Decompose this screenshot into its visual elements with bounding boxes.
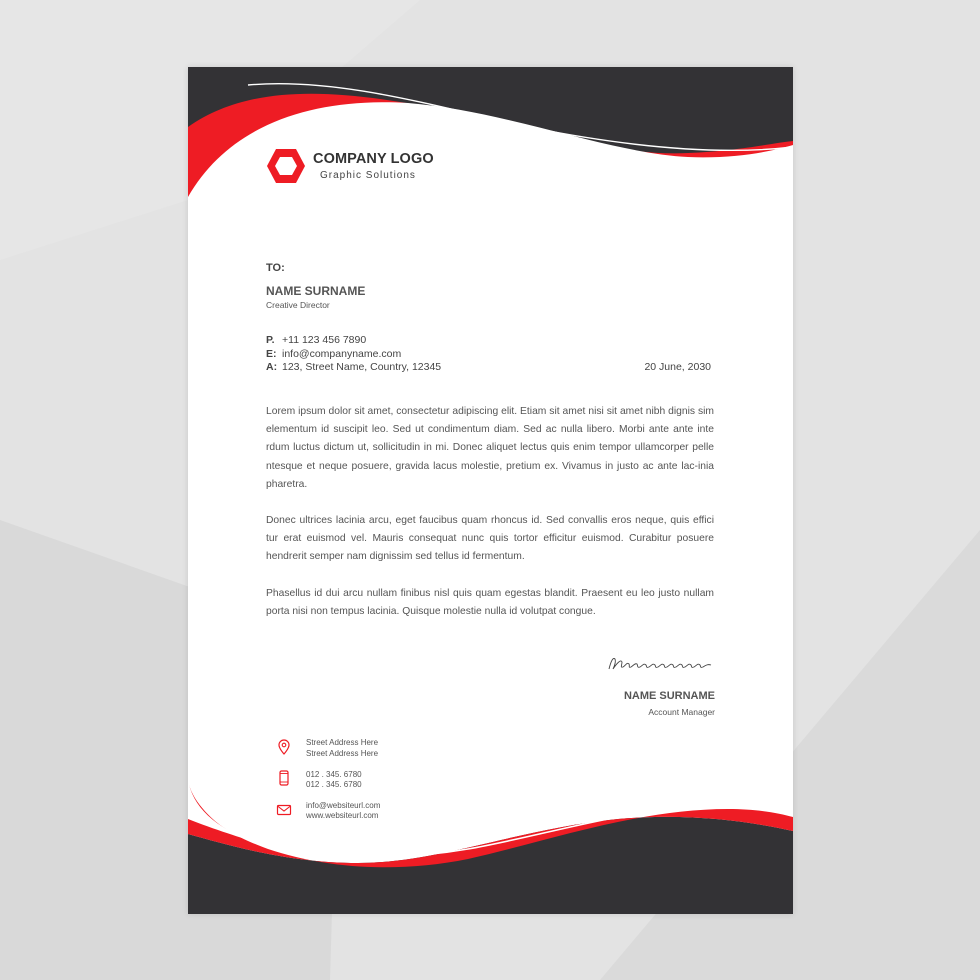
signer-title: Account Manager bbox=[648, 707, 715, 717]
footer-phone-line-2: 012 . 345. 6780 bbox=[306, 780, 362, 789]
body-paragraph-3: Phasellus id dui arcu nullam finibus nisl quis quam egestas blandit. Praesent eu leo justo nullam porta nisi non tempus lacinia. Quisque molestie nulla id volutpat congue. bbox=[266, 588, 714, 618]
logo-title: COMPANY LOGO bbox=[313, 150, 434, 167]
letter-date: 20 June, 2030 bbox=[644, 361, 711, 373]
footer-phone-line-1: 012 . 345. 6780 bbox=[306, 770, 362, 779]
body-paragraph-1: Lorem ipsum dolor sit amet, consectetur adipiscing elit. Etiam sit amet nisi sit amet nibh dignis sim elementum id suscipit leo. Sed ut condimentum diam. Sed ac nulla libero. Morbi ante ante inte rdum luctus dictum ut, sollicitudin in mi. Donec aliquet lectus quis enim tempor ullamcorper pelle ntesque et neque posuere, gravida lacus molestie, pretium ex. Vivamus in justo ac ante lac-inia pharetra. bbox=[266, 406, 714, 490]
signer-name: NAME SURNAME bbox=[623, 690, 715, 702]
location-pin-icon bbox=[276, 739, 292, 755]
contact-address bbox=[266, 361, 441, 373]
phone-label: P. bbox=[266, 334, 275, 346]
address-label: A: bbox=[266, 361, 278, 373]
mobile-phone-icon bbox=[276, 770, 292, 786]
hexagon-icon bbox=[266, 147, 306, 185]
envelope-icon bbox=[276, 802, 292, 818]
footer-address-line-1: Street Address Here bbox=[306, 738, 379, 747]
email-value: info@companyname.com bbox=[282, 348, 402, 360]
footer-wave bbox=[188, 779, 793, 914]
email-label: E: bbox=[266, 348, 277, 360]
handwritten-signature bbox=[605, 653, 715, 675]
phone-value: +11 123 456 7890 bbox=[282, 334, 367, 346]
body-paragraph-2: Donec ultrices lacinia arcu, eget faucibus quam rhoncus id. Sed convallis eros neque, quis effici tur erat euismod vel. Mauris consequat nunc quis tortor efficitur euismod. Curabitur posuere hendrerit semper nam dignissim sed tellus id fermentum. bbox=[266, 515, 714, 563]
to-label: TO: bbox=[266, 262, 285, 274]
recipient-name: NAME SURNAME bbox=[266, 284, 366, 298]
letterhead-sheet bbox=[188, 67, 793, 914]
footer-address-line-2: Street Address Here bbox=[306, 749, 379, 758]
footer-email: info@websiteurl.com bbox=[306, 801, 381, 810]
company-logo bbox=[266, 147, 434, 185]
logo-tagline: Graphic Solutions bbox=[320, 169, 416, 181]
contact-phone bbox=[266, 334, 366, 346]
recipient-title: Creative Director bbox=[266, 300, 330, 310]
footer-website: www.websiteurl.com bbox=[306, 811, 379, 820]
header-wave bbox=[188, 67, 793, 207]
address-value: 123, Street Name, Country, 12345 bbox=[282, 361, 442, 373]
contact-email bbox=[266, 348, 401, 360]
